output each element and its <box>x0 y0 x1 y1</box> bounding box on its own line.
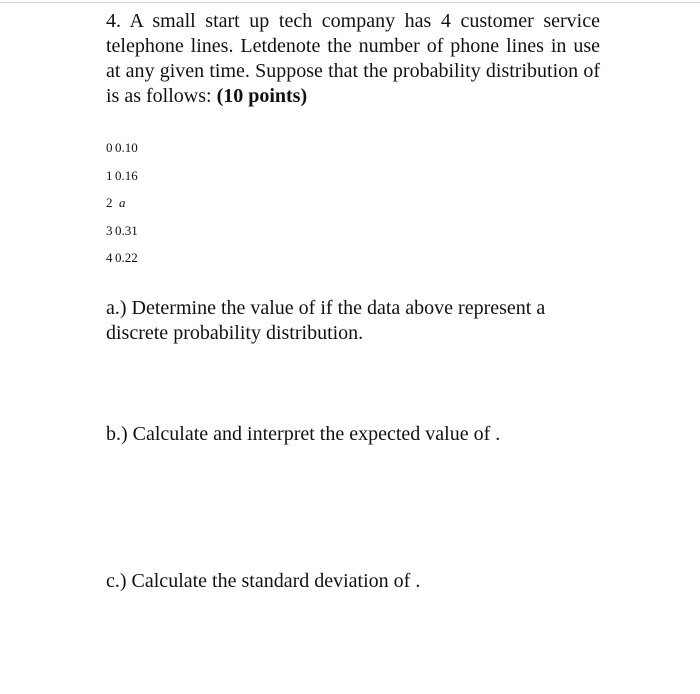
x-value: 4 <box>106 250 113 265</box>
part-c-text: c.) Calculate the standard deviation of . <box>106 570 421 592</box>
probability-variable: a <box>119 195 126 210</box>
probability-value: 0.31 <box>115 222 138 238</box>
probability-distribution-table <box>106 139 138 277</box>
table-row <box>106 249 138 277</box>
probability-value: 0.22 <box>115 250 138 265</box>
probability-value: 0.10 <box>115 140 138 155</box>
x-value: 2 <box>106 195 113 210</box>
x-value: 0 <box>106 140 113 155</box>
question-text <box>106 9 600 109</box>
table-row <box>106 222 138 250</box>
part-b-text: b.) Calculate and interpret the expected value of . <box>106 423 501 445</box>
top-divider <box>0 2 700 3</box>
table-row <box>106 194 138 222</box>
points-label: (10 points) <box>216 85 308 107</box>
question-body: 4. A small start up tech company has 4 customer service telephone lines. Letdenote the number of phone lines in use at any given time. Suppose that the probability distribution of is as follows: <box>106 10 600 107</box>
table-row <box>106 167 138 195</box>
table-row <box>106 139 138 167</box>
x-value: 1 <box>106 167 113 183</box>
probability-value: 0.16 <box>115 167 138 183</box>
part-a-text: a.) Determine the value of if the data above represent a discrete probability distribution. <box>106 297 546 344</box>
x-value: 3 <box>106 222 113 238</box>
